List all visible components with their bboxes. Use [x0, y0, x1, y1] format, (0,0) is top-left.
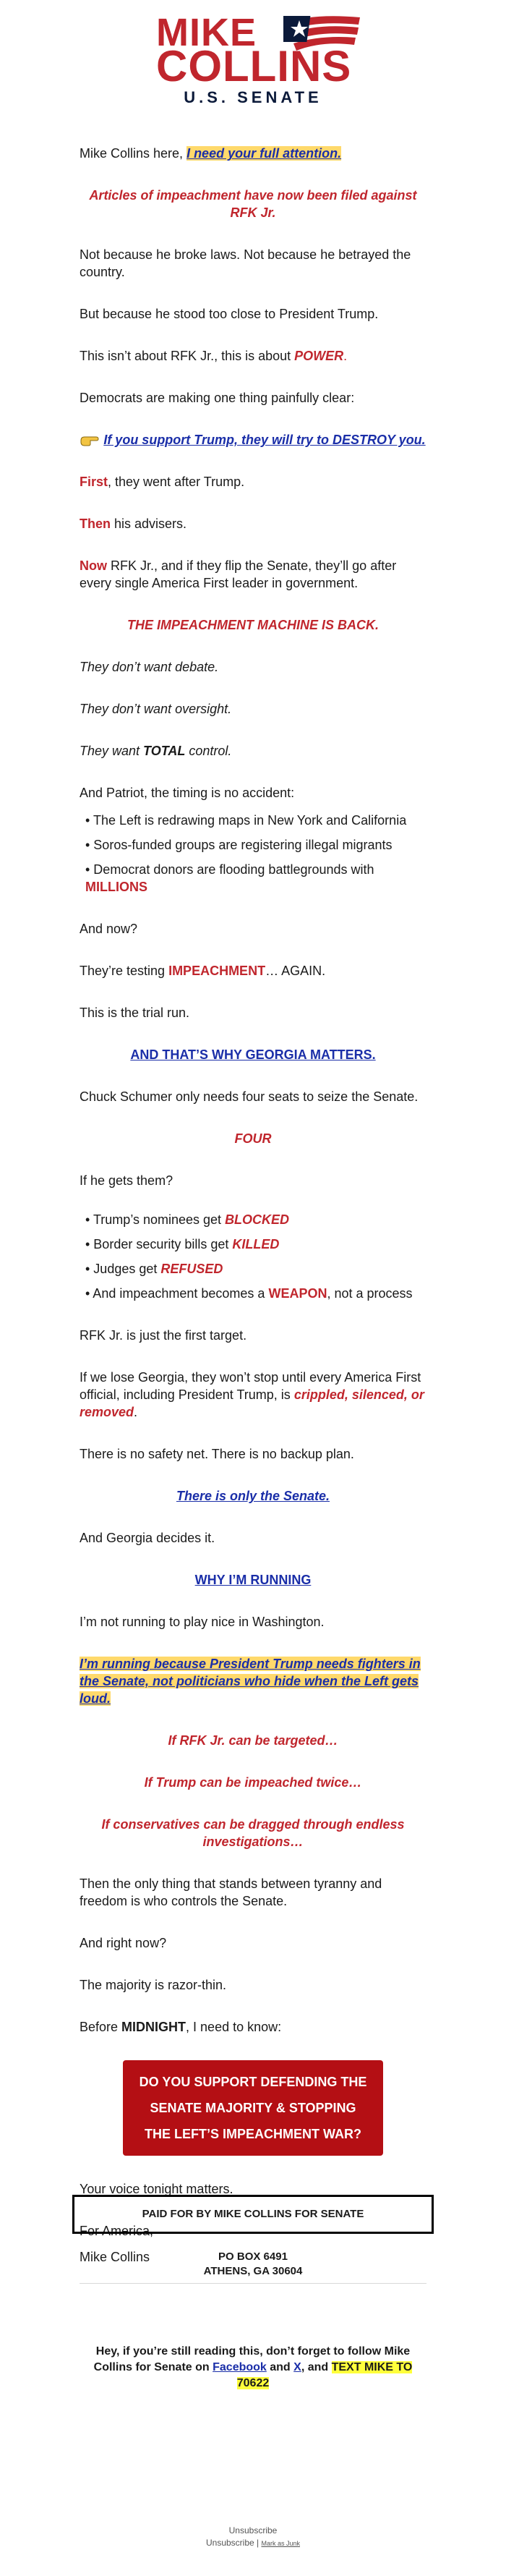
articles-headline: Articles of impeachment have now been filed against RFK Jr. — [89, 188, 417, 220]
now-paragraph: Now RFK Jr., and if they flip the Senate, they’ll go after every single America First leader in government. — [80, 558, 397, 590]
if-targeted-line: If RFK Jr. can be targeted… — [168, 1733, 338, 1748]
signature: Mike Collins — [80, 2250, 150, 2264]
then-paragraph: Then his advisers. — [80, 517, 187, 531]
fighters-paragraph[interactable] — [80, 1655, 426, 1707]
list-item: • Soros-funded groups are registering illegal migrants — [85, 838, 393, 852]
only-senate-link[interactable]: There is only the Senate. — [176, 1489, 330, 1503]
machine-headline: THE IMPEACHMENT MACHINE IS BACK. — [126, 618, 379, 632]
footer-divider — [80, 2283, 426, 2284]
logo-last-name: COLLINS — [156, 42, 352, 90]
and-now-line: And now? — [80, 922, 138, 936]
first-target-line: RFK Jr. is just the first target. — [80, 1328, 247, 1343]
if-dragged-line: If conservatives can be dragged through endless investigations… — [101, 1817, 405, 1849]
unsubscribe-link-2[interactable]: Unsubscribe | — [205, 2538, 262, 2548]
timing-bullet-list — [80, 812, 426, 896]
gets-them-line: If he gets them? — [80, 1173, 173, 1188]
follow-paragraph: Hey, if you’re still reading this, don’t forget to follow Mike Collins for Senate on Facebook and X, and TEXT MIKE TO 70622 — [93, 2345, 413, 2389]
debate-line: They don’t want debate. — [80, 660, 219, 674]
list-item: • Border security bills get KILLED — [85, 1237, 280, 1251]
patriot-paragraph: And Patriot, the timing is no accident: — [80, 786, 295, 800]
power-paragraph: This isn’t about RFK Jr., this is about POWER. — [80, 349, 348, 363]
midnight-paragraph: Before MIDNIGHT, I need to know: — [80, 2020, 282, 2034]
list-item: • Trump’s nominees get BLOCKED — [85, 1212, 290, 1227]
destroy-link-paragraph[interactable] — [80, 431, 426, 449]
list-item: • Democrat donors are flooding battlegrounds with MILLIONS — [85, 862, 374, 894]
razor-thin-line: The majority is razor-thin. — [80, 1978, 227, 1992]
no-safety-line: There is no safety net. There is no backup plan. — [80, 1447, 354, 1461]
why-running-link[interactable]: WHY I’M RUNNING — [194, 1573, 312, 1587]
mailing-address — [0, 2250, 506, 2279]
closing-line: For America, — [80, 2224, 154, 2238]
mark-junk-link[interactable]: Mark as Junk — [261, 2540, 300, 2547]
intro-highlight: I need your full attention. — [186, 146, 342, 161]
right-now-line: And right now? — [80, 1936, 167, 1950]
pointing-hand-icon — [80, 435, 99, 446]
georgia-matters-link[interactable]: AND THAT’S WHY GEORGIA MATTERS. — [130, 1047, 376, 1062]
destroy-link[interactable]: If you support Trump, they will try to DESTROY you. — [103, 433, 426, 447]
consequence-bullet-list — [80, 1211, 426, 1302]
lose-georgia-paragraph: If we lose Georgia, they won’t stop until every America First official, including President Trump, is crippled, silenced, or removed. — [80, 1370, 424, 1419]
logo-subtitle: U.S. SENATE — [184, 88, 322, 106]
facebook-link[interactable]: Facebook — [213, 2361, 267, 2373]
list-item: • The Left is redrawing maps in New York and California — [85, 813, 407, 828]
unsubscribe-area — [0, 2525, 506, 2550]
list-item: • Judges get REFUSED — [85, 1262, 223, 1276]
intro-paragraph: Mike Collins here, I need your full attention. — [80, 146, 342, 161]
georgia-decides-line: And Georgia decides it. — [80, 1531, 215, 1545]
campaign-logo — [0, 0, 506, 116]
email-body — [80, 145, 426, 2298]
schumer-paragraph: Chuck Schumer only needs four seats to seize the Senate. — [80, 1089, 419, 1104]
x-link[interactable]: X — [293, 2361, 301, 2373]
paid-for-box: PAID FOR BY MIKE COLLINS FOR SENATE — [72, 2195, 434, 2234]
po-box: PO BOX 6491 — [218, 2250, 288, 2263]
unsubscribe-link[interactable]: Unsubscribe — [228, 2525, 278, 2535]
support-cta-button[interactable]: DO YOU SUPPORT DEFENDING THE SENATE MAJORITY & STOPPING THE LEFT’S IMPEACHMENT WAR? — [123, 2060, 383, 2156]
city-state-zip: ATHENS, GA 30604 — [203, 2265, 303, 2277]
voice-line: Your voice tonight matters. — [80, 2182, 233, 2196]
play-nice-line: I’m not running to play nice in Washington. — [80, 1615, 325, 1629]
only-thing-paragraph: Then the only thing that stands between tyranny and freedom is who controls the Senate. — [80, 1876, 382, 1908]
not-because-paragraph: Not because he broke laws. Not because he betrayed the country. — [80, 247, 411, 279]
but-because-paragraph: But because he stood too close to President Trump. — [80, 307, 379, 321]
total-control-line: They want TOTAL control. — [80, 744, 232, 758]
trial-run-line: This is the trial run. — [80, 1006, 190, 1020]
testing-paragraph: They’re testing IMPEACHMENT… AGAIN. — [80, 964, 326, 978]
list-item: • And impeachment becomes a WEAPON, not a process — [85, 1286, 413, 1301]
democrats-paragraph: Democrats are making one thing painfully clear: — [80, 391, 355, 405]
oversight-line: They don’t want oversight. — [80, 702, 232, 716]
first-paragraph: First, they went after Trump. — [80, 475, 245, 489]
if-impeached-line: If Trump can be impeached twice… — [144, 1775, 362, 1790]
unsubscribe-row — [0, 2537, 506, 2550]
fighters-link[interactable]: I’m running because President Trump needs fighters in the Senate, not politicians who hide when the Left gets loud. — [80, 1657, 421, 1706]
text-mike-callout: TEXT MIKE TO 70622 — [236, 2361, 413, 2389]
logo-first-name: MIKE — [156, 11, 257, 54]
four-headline: FOUR — [234, 1131, 272, 1146]
